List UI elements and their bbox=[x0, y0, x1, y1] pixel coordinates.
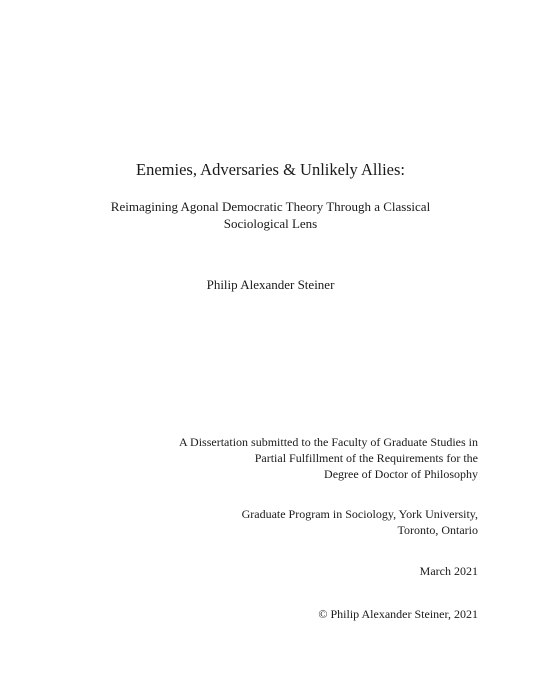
statement-line-2: Partial Fulfillment of the Requirements for the bbox=[254, 451, 478, 465]
copyright-notice: © Philip Alexander Steiner, 2021 bbox=[318, 607, 478, 621]
author-name: Philip Alexander Steiner bbox=[206, 277, 335, 292]
subtitle-line-1: Reimagining Agonal Democratic Theory Through a Classical bbox=[110, 199, 431, 214]
dissertation-title: Enemies, Adversaries & Unlikely Allies: bbox=[136, 160, 405, 179]
dissertation-subtitle bbox=[60, 199, 481, 232]
dissertation-statement bbox=[179, 434, 478, 482]
statement-line-1: A Dissertation submitted to the Faculty of Graduate Studies in bbox=[179, 435, 478, 449]
program-line-2: Toronto, Ontario bbox=[397, 523, 478, 537]
program-affiliation bbox=[242, 506, 478, 538]
statement-line-3: Degree of Doctor of Philosophy bbox=[324, 467, 478, 481]
program-line-1: Graduate Program in Sociology, York University, bbox=[241, 507, 478, 521]
subtitle-line-2: Sociological Lens bbox=[223, 215, 318, 231]
submission-date: March 2021 bbox=[419, 564, 478, 578]
